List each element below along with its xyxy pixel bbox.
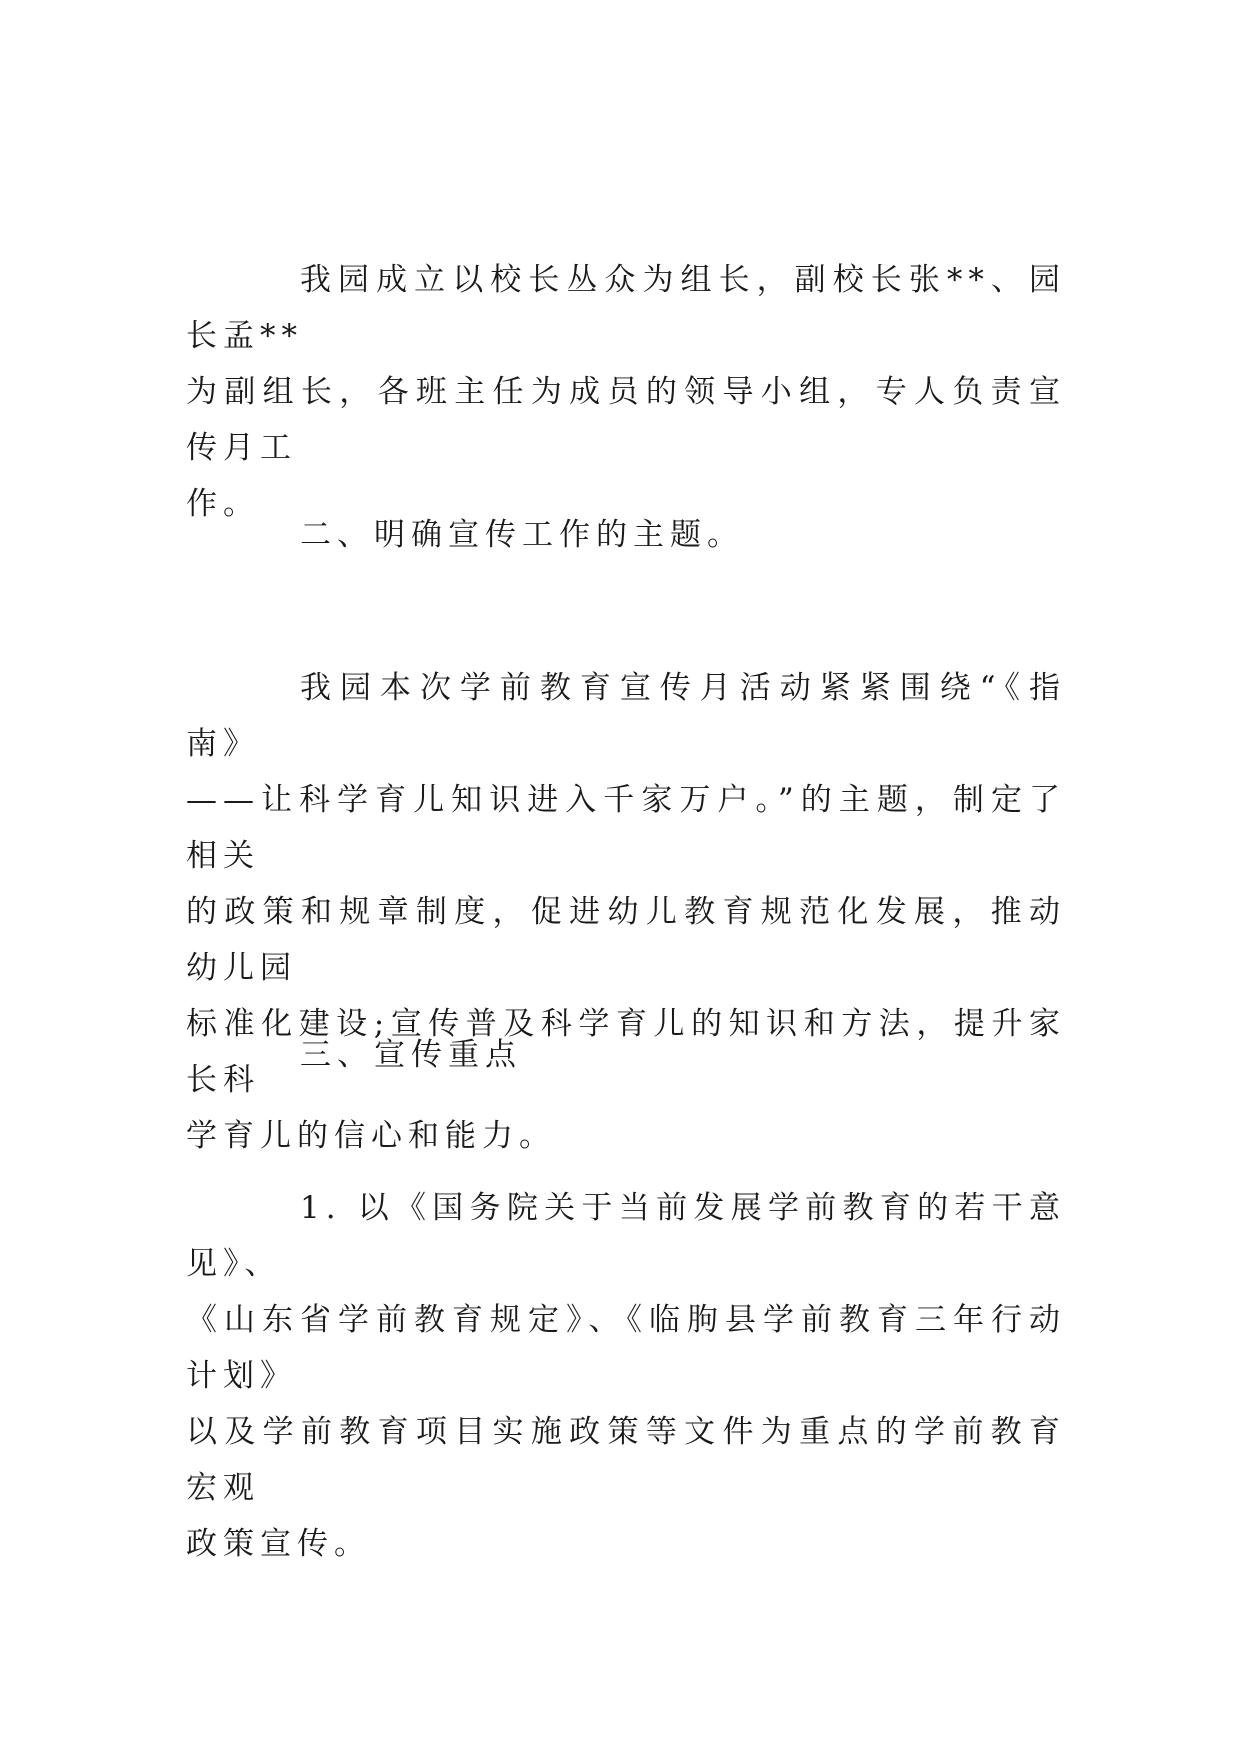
section-heading-2 xyxy=(186,507,1066,563)
paragraph-leadership-group xyxy=(186,252,1066,532)
text-line: 学育儿的信心和能力。 xyxy=(186,1118,556,1154)
text-line: 为副组长，各班主任为成员的领导小组，专人负责宣传月工 xyxy=(186,374,1066,466)
text-line: 作。 xyxy=(186,486,260,522)
text-line: ——让科学育儿知识进入千家万户。”的主题，制定了相关 xyxy=(186,782,1066,874)
text-line: 标准化建设;宣传普及科学育儿的知识和方法，提升家长科 xyxy=(186,1006,1066,1098)
text-line: 1. 以《国务院关于当前发展学前教育的若干意见》、 xyxy=(186,1190,1066,1282)
heading-text: 三、宣传重点 xyxy=(300,1037,522,1073)
text-line: 《山东省学前教育规定》、《临朐县学前教育三年行动计划》 xyxy=(186,1302,1066,1394)
text-line: 政策宣传。 xyxy=(186,1526,371,1562)
text-line: 的政策和规章制度，促进幼儿教育规范化发展，推动幼儿园 xyxy=(186,894,1066,986)
paragraph-key-points xyxy=(186,1180,1066,1572)
section-heading-3 xyxy=(186,1027,1066,1083)
heading-text: 二、明确宣传工作的主题。 xyxy=(300,517,744,553)
text-line: 以及学前教育项目实施政策等文件为重点的学前教育宏观 xyxy=(186,1414,1066,1506)
text-line: 我园成立以校长丛众为组长，副校长张**、园长孟** xyxy=(186,262,1066,354)
text-line: 我园本次学前教育宣传月活动紧紧围绕“《指南》 xyxy=(186,670,1066,762)
paragraph-theme xyxy=(186,660,1066,1164)
